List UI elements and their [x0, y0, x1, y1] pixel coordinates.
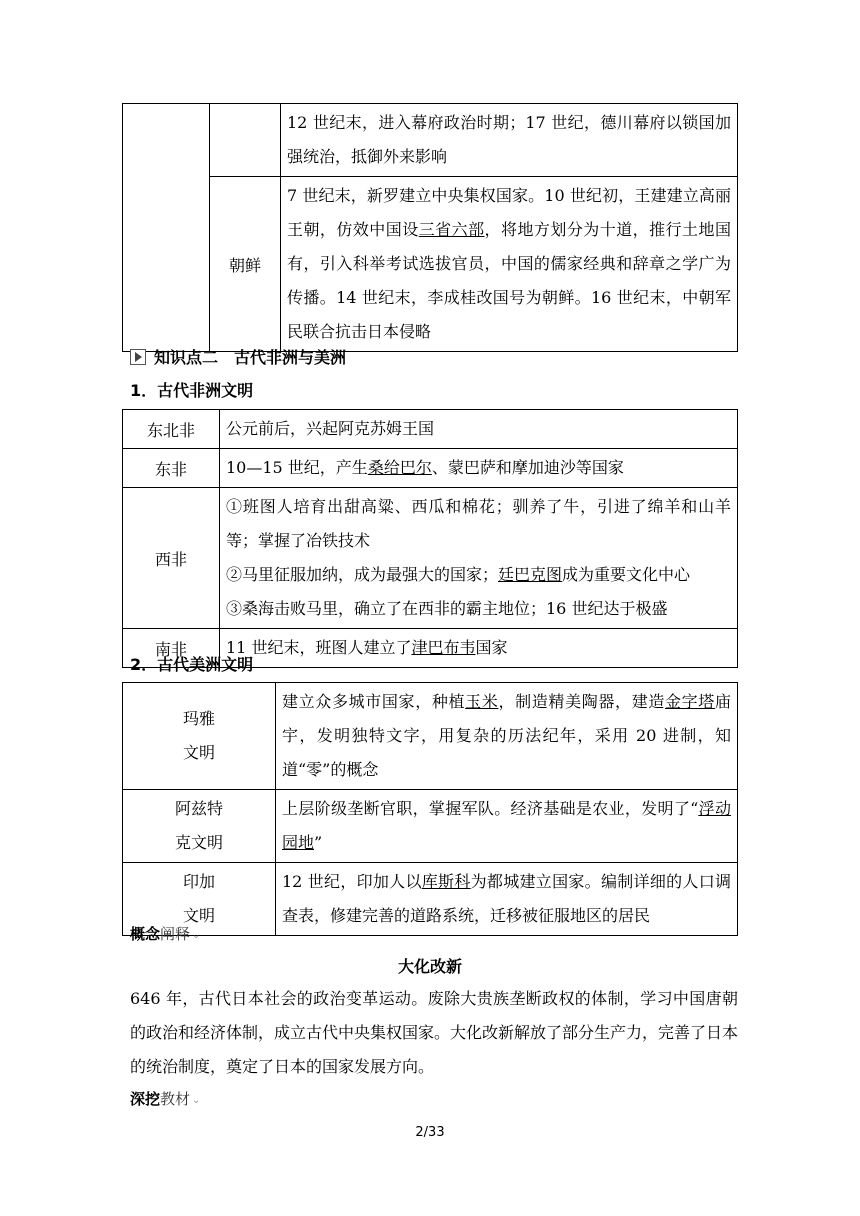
region-cell: 南非 [123, 629, 220, 668]
region-cell: 东非 [123, 449, 220, 488]
subsection-title-america: 2．古代美洲文明 [130, 655, 254, 674]
underlined-term: 三省六部 [418, 220, 485, 239]
page-number: 2/33 [415, 1125, 445, 1140]
dig-label: 深挖教材 ⌄ [130, 1090, 201, 1108]
article-body: 646 年，古代日本社会的政治变革运动。废除大贵族垄断政权的体制，学习中国唐朝的政治和经济体制，成立古代中央集权国家。大化改新解放了部分生产力，完善了日本的统治制度，奠定了日本的国家发展方向。 [130, 989, 739, 1076]
table-row: 建立众多城市国家，种植玉米，制造精美陶器，建造金字塔庙宇，发明独特文字，用复杂的历法纪年，采用 20 进制，知道“零”的概念 [276, 683, 738, 790]
underlined-term: 桑给巴尔 [367, 458, 432, 477]
japan-text: 12 世纪末，进入幕府政治时期；17 世纪，德川幕府以锁国加强统治，抵御外来影响 [287, 113, 731, 166]
concept-label: 概念阐释 ⌄ [130, 925, 201, 943]
civilization-cell: 玛雅 文明 [123, 683, 276, 790]
underlined-term: 库斯科 [421, 872, 471, 891]
underlined-term: 廷巴克图 [498, 565, 563, 584]
chevron-down-icon: ⌄ [192, 930, 201, 941]
underlined-term: 浮动园地 [282, 799, 731, 852]
table-row: 12 世纪，印加人以库斯科为都城建立国家。编制详细的人口调查表，修建完善的道路系统，迁移被征服地区的居民 [276, 863, 738, 936]
underlined-term: 玉米 [465, 692, 499, 711]
subsection-title-africa: 1．古代非洲文明 [130, 381, 254, 400]
underlined-term: 金字塔 [665, 692, 715, 711]
table-row: 11 世纪末，班图人建立了津巴布韦国家 [220, 629, 738, 668]
table-row [281, 104, 738, 177]
table-label-cell [210, 104, 281, 177]
table-blank-cell [123, 104, 210, 352]
article-title: 大化改新 [397, 957, 462, 976]
region-cell: 东北非 [123, 410, 220, 449]
korea-label-text: 朝鲜 [228, 255, 261, 275]
table-row [281, 177, 738, 352]
civilization-cell: 阿兹特 克文明 [123, 790, 276, 863]
region-cell: 西非 [123, 488, 220, 629]
underlined-term: 津巴布韦 [411, 638, 476, 657]
table-row: 公元前后，兴起阿克苏姆王国 [220, 410, 738, 449]
table-row: ①班图人培育出甜高粱、西瓜和棉花；驯养了牛，引进了绵羊和山羊等；掌握了冶铁技术 ②马里征服加纳，成为最强大的国家；廷巴克图成为重要文化中心 ③桑海击败马里，确立了在西非的霸主地位；16 世纪达于极盛 [220, 488, 738, 629]
play-triangle-icon [130, 349, 146, 365]
japan-korea-table [122, 103, 738, 352]
table-row: 10—15 世纪，产生桑给巴尔、蒙巴萨和摩加迪沙等国家 [220, 449, 738, 488]
korea-label [210, 177, 281, 352]
korea-text: 7 世纪末，新罗建立中央集权国家。10 世纪初，王建建立高丽王朝，仿效中国设三省六部，将地方划分为十道，推行土地国有，引入科举考试选拔官员，中国的儒家经典和辞章之学广为传播。14 世纪末，李成桂改国号为朝鲜。16 世纪末，中朝军民联合抗击日本侵略 [287, 186, 731, 341]
table-row: 上层阶级垄断官职，掌握军队。经济基础是农业，发明了“浮动园地” [276, 790, 738, 863]
america-table [122, 682, 738, 936]
section-heading: 知识点二 古代非洲与美洲 [130, 345, 346, 368]
civilization-cell: 印加 文明 [123, 863, 276, 936]
chevron-down-icon: ⌄ [192, 1095, 201, 1106]
africa-table [122, 409, 738, 668]
